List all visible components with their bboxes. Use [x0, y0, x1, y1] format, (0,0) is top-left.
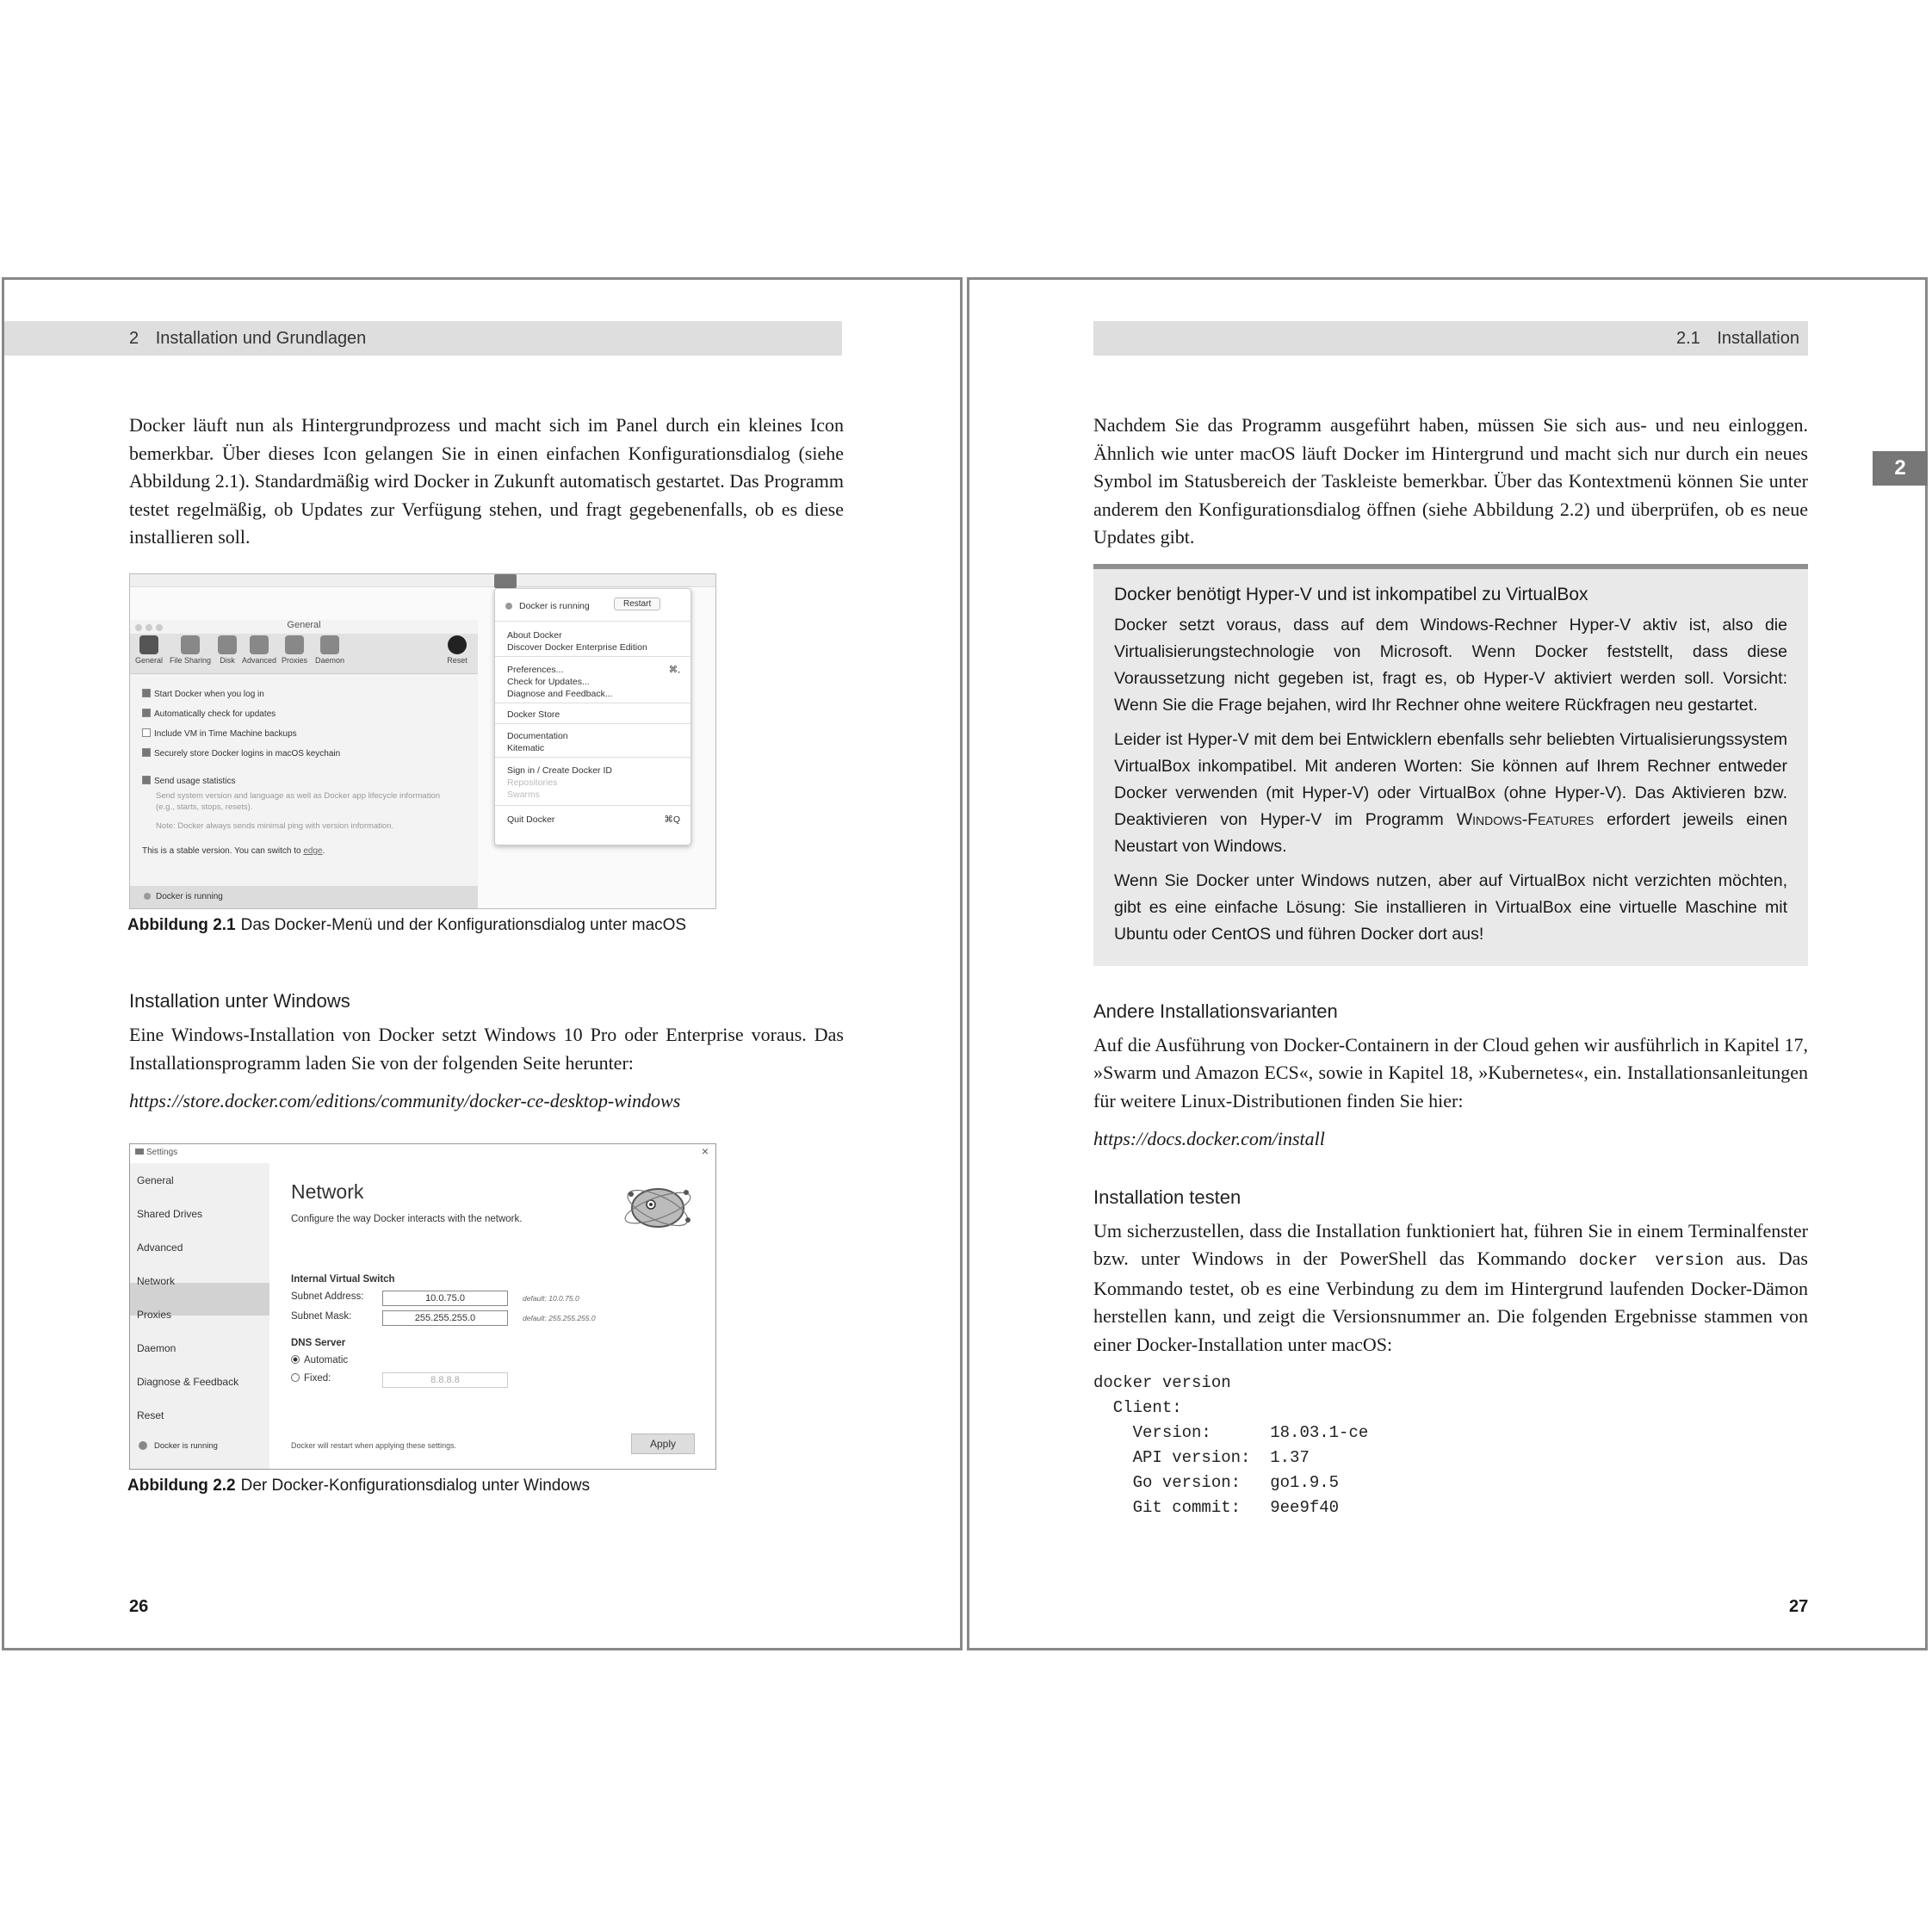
- code-block: docker version Client: Version: 18.03.1-ce API version: 1.37 Go version: go1.9.5 Git commit: 9ee9f40: [1093, 1373, 1369, 1517]
- apply-button[interactable]: Apply: [631, 1434, 695, 1454]
- subnet-address-default: default: 10.0.75.0: [523, 1294, 579, 1303]
- gear-icon: [250, 635, 269, 654]
- general-icon: [139, 635, 158, 654]
- intro-paragraph: Docker läuft nun als Hintergrundprozess und macht sich im Panel durch ein kleines Icon bemerkbar. Über dieses Icon gelangen Sie in einen einfachen Konfigurationsdialog (siehe Abbildung 2.1). Standardmäßig wird Docker in Zukunft automatisch gestartet. Das Programm testet regelmäßig, ob Updates zur Verfügung stehen, und fragt gegebenenfalls, ob es diese installieren soll.: [129, 414, 844, 548]
- section-paragraph: Um sicherzustellen, dass die Installation funktioniert hat, führen Sie in einem Terminalfenster bzw. unter Windows in der PowerShell das Kommando docker version aus. Das Kommando testet, ob es eine Verbindung zu dem im Hintergrund laufenden Docker-Dämon herstellen kann, und zeigt die Versionsnummer an. Die folgenden Ergebnisse stammen von einer Docker-Installation unter macOS:: [1093, 1219, 1808, 1355]
- section-title: Installation: [1717, 329, 1799, 348]
- download-url[interactable]: https://store.docker.com/editions/community/docker-ce-desktop-windows: [129, 1090, 681, 1112]
- stable-version-note: This is a stable version. You can switch to edge.: [142, 846, 325, 856]
- inline-command: docker version: [1578, 1251, 1725, 1270]
- box-paragraph-2: Leider ist Hyper-V mit dem bei Entwicklern ebenfalls sehr beliebten Virtualisierungssystem VirtualBox inkompatibel. Mit anderen Worten: Sie können auf Ihrem Rechner entweder Docker verwenden (mit Hyper-V) oder VirtualBox (ohne Hyper-V). Das Aktivieren bzw. Deaktivieren von Hyper-V im Programm Windows-Features erfordert jeweils einen Neustart von Windows.: [1114, 729, 1787, 856]
- minimal-ping-note: Note: Docker always sends minimal ping with version information.: [156, 821, 394, 831]
- menu-quit[interactable]: Quit Docker: [507, 814, 555, 825]
- radio-icon: [291, 1373, 300, 1382]
- panel-heading: Network: [291, 1180, 364, 1203]
- status-bar: Docker is running: [130, 886, 478, 908]
- tab-reset[interactable]: Reset: [442, 635, 473, 665]
- section-paragraph: Eine Windows-Installation von Docker setzt Windows 10 Pro oder Enterprise voraus. Das Installationsprogramm laden Sie von der folgenden Seite herunter:: [129, 1024, 844, 1074]
- option-keychain[interactable]: Securely store Docker logins in macOS keychain: [142, 748, 340, 759]
- bomb-icon: [448, 635, 467, 654]
- sidebar-item-diagnose[interactable]: Diagnose & Feedback: [137, 1376, 239, 1388]
- sidebar-item-reset[interactable]: Reset: [137, 1409, 164, 1421]
- window-title: Settings: [135, 1148, 177, 1157]
- left-body: [129, 412, 844, 559]
- menu-check-updates[interactable]: Check for Updates...: [507, 677, 590, 687]
- menu-status: Docker is running: [505, 601, 590, 611]
- figure-2-1: [129, 573, 716, 935]
- tab-general[interactable]: General: [132, 635, 166, 665]
- menu-preferences[interactable]: Preferences...: [507, 665, 564, 675]
- docker-whale-icon: [135, 1149, 144, 1155]
- section-heading: Andere Installationsvarianten: [1093, 1000, 1338, 1022]
- tab-file-sharing[interactable]: File Sharing: [168, 635, 213, 665]
- menu-diagnose[interactable]: Diagnose and Feedback...: [507, 689, 613, 699]
- subnet-address-input[interactable]: 10.0.75.0: [382, 1291, 508, 1306]
- windows-settings-screenshot: [129, 1143, 716, 1470]
- option-auto-update[interactable]: Automatically check for updates: [142, 709, 276, 719]
- option-start-on-login[interactable]: Start Docker when you log in: [142, 689, 264, 699]
- menu-sign-in[interactable]: Sign in / Create Docker ID: [507, 765, 612, 776]
- folder-icon: [181, 635, 200, 654]
- sidebar-item-network[interactable]: Network: [137, 1275, 176, 1287]
- status-indicator: Docker is running: [139, 1441, 218, 1451]
- docker-menu: [494, 588, 691, 845]
- install-url[interactable]: https://docs.docker.com/install: [1093, 1128, 1325, 1149]
- dns-heading: DNS Server: [291, 1338, 346, 1348]
- option-usage-stats[interactable]: Send usage statistics: [142, 776, 236, 786]
- settings-sidebar: [130, 1163, 269, 1469]
- close-icon[interactable]: ×: [701, 1144, 709, 1158]
- disk-icon: [218, 635, 237, 654]
- docker-whale-illustration: [621, 1175, 695, 1235]
- right-page: [967, 277, 1928, 1650]
- page-number: 26: [129, 1597, 149, 1616]
- daemon-icon: [320, 635, 339, 654]
- menu-docker-store[interactable]: Docker Store: [507, 709, 560, 720]
- sidebar-item-advanced[interactable]: Advanced: [137, 1242, 183, 1254]
- running-head: [4, 321, 842, 356]
- subnet-mask-default: default: 255.255.255.0: [523, 1314, 596, 1322]
- subnet-mask-input[interactable]: 255.255.255.0: [382, 1310, 508, 1326]
- window-controls[interactable]: [135, 623, 166, 634]
- checkbox-icon: [142, 776, 151, 784]
- intro-paragraph: Nachdem Sie das Programm ausgeführt haben, müssen Sie sich aus- und neu einloggen. Ähnlich wie unter macOS läuft Docker im Hintergrund und macht sich nur durch ein neues Symbol im Statusbereich der Taskleiste bemerkbar. Über das Kontextmenü können Sie unter anderem den Konfigurationsdialog öffnen (siehe Abbildung 2.2) und überprüfen, ob es neue Updates gibt.: [1093, 414, 1808, 548]
- window-titlebar: [130, 620, 478, 634]
- status-dot-icon: [505, 603, 512, 610]
- subnet-address-label: Subnet Address:: [291, 1291, 364, 1302]
- tab-disk[interactable]: Disk: [214, 635, 240, 665]
- chapter-title: Installation und Grundlagen: [155, 329, 367, 348]
- figure-2-2: [129, 1143, 716, 1495]
- status-dot-icon: [144, 893, 151, 900]
- sidebar-item-daemon[interactable]: Daemon: [137, 1342, 176, 1354]
- menu-about[interactable]: About Docker: [507, 630, 562, 641]
- switch-heading: Internal Virtual Switch: [291, 1274, 395, 1285]
- radio-selected-icon: [291, 1355, 300, 1364]
- restart-note: Docker will restart when applying these settings.: [291, 1441, 457, 1450]
- windows-features-term: Windows-Features: [1456, 809, 1595, 829]
- menu-repositories: Repositories: [507, 777, 558, 788]
- chapter-number: 2: [129, 329, 139, 348]
- dns-fixed-radio[interactable]: Fixed:: [291, 1373, 331, 1384]
- sidebar-item-proxies[interactable]: Proxies: [137, 1309, 172, 1321]
- running-head: [1093, 321, 1808, 356]
- sidebar-item-general[interactable]: General: [137, 1174, 174, 1186]
- mac-menubar: [130, 574, 715, 587]
- option-time-machine[interactable]: Include VM in Time Machine backups: [142, 728, 297, 739]
- section-number: 2.1: [1676, 329, 1700, 348]
- chapter-tab: 2: [1873, 451, 1928, 486]
- proxies-icon: [285, 635, 304, 654]
- panel-description: Configure the way Docker interacts with the network.: [291, 1214, 523, 1224]
- macos-screenshot: [129, 573, 716, 909]
- sidebar-item-shared-drives[interactable]: Shared Drives: [137, 1208, 203, 1220]
- dns-automatic-radio[interactable]: Automatic: [291, 1355, 348, 1365]
- box-title: Docker benötigt Hyper-V und ist inkompatibel zu VirtualBox: [1114, 584, 1588, 604]
- status-dot-icon: [139, 1441, 147, 1450]
- edge-link[interactable]: edge: [303, 846, 323, 856]
- menu-swarms: Swarms: [507, 790, 540, 800]
- menu-enterprise[interactable]: Discover Docker Enterprise Edition: [507, 642, 647, 653]
- restart-button[interactable]: Restart: [614, 598, 660, 610]
- figure-caption: Abbildung 2.1 Das Docker-Menü und der Konfigurationsdialog unter macOS: [127, 916, 687, 934]
- figure-caption: Abbildung 2.2 Der Docker-Konfigurationsdialog unter Windows: [127, 1477, 591, 1495]
- tab-advanced[interactable]: Advanced: [242, 635, 276, 665]
- section-paragraph: Auf die Ausführung von Docker-Containern in der Cloud gehen wir ausführlich in Kapitel 17, »Swarm und Amazon ECS«, sowie in Kapitel 18, »Kubernetes«, ein. Installationsanleitungen für weitere Linux-Distributionen finden Sie hier:: [1093, 1033, 1808, 1112]
- subnet-mask-label: Subnet Mask:: [291, 1311, 352, 1322]
- tab-daemon[interactable]: Daemon: [313, 635, 347, 665]
- prefs-shortcut: ⌘,: [668, 665, 680, 675]
- checkbox-icon: [142, 709, 151, 717]
- menu-kitematic[interactable]: Kitematic: [507, 743, 545, 753]
- window-title: General: [287, 620, 321, 630]
- checkbox-icon: [142, 748, 151, 757]
- menu-documentation[interactable]: Documentation: [507, 731, 568, 741]
- right-body: [1093, 412, 1808, 1520]
- windows-section: [129, 990, 844, 1123]
- section-heading: Installation unter Windows: [129, 990, 350, 1012]
- box-paragraph-3: Wenn Sie Docker unter Windows nutzen, aber auf VirtualBox nicht verzichten möchten, gibt es eine einfache Lösung: Sie installieren in VirtualBox eine virtuelle Maschine mit Ubuntu oder CentOS und führen Docker dort aus!: [1114, 870, 1787, 944]
- section-heading: Installation testen: [1093, 1186, 1242, 1208]
- info-box: [1093, 564, 1808, 966]
- prefs-toolbar: [130, 634, 478, 674]
- tab-proxies[interactable]: Proxies: [280, 635, 309, 665]
- dns-fixed-input[interactable]: 8.8.8.8: [382, 1372, 508, 1388]
- usage-note: Send system version and language as well as Docker app lifecycle information (e.g., starts, stops, resets).: [156, 791, 441, 812]
- preferences-window: [130, 620, 478, 908]
- box-paragraph-1: Docker setzt voraus, dass auf dem Windows-Rechner Hyper-V aktiv ist, also die Virtualisierungstechnologie von Microsoft. Wenn Docker feststellt, dass diese Voraussetzung nicht gegeben ist, fragt es, ob Hyper-V aktiviert werden soll. Vorsicht: Wenn Sie die Frage bejahen, wird Ihr Rechner ohne weitere Rückfragen neu gestartet.: [1114, 615, 1787, 715]
- checkbox-icon: [142, 689, 151, 697]
- quit-shortcut: ⌘Q: [664, 814, 680, 825]
- docker-whale-icon: [494, 574, 517, 588]
- page-number: 27: [1789, 1597, 1809, 1616]
- left-page: [2, 277, 963, 1650]
- checkbox-icon: [142, 728, 151, 737]
